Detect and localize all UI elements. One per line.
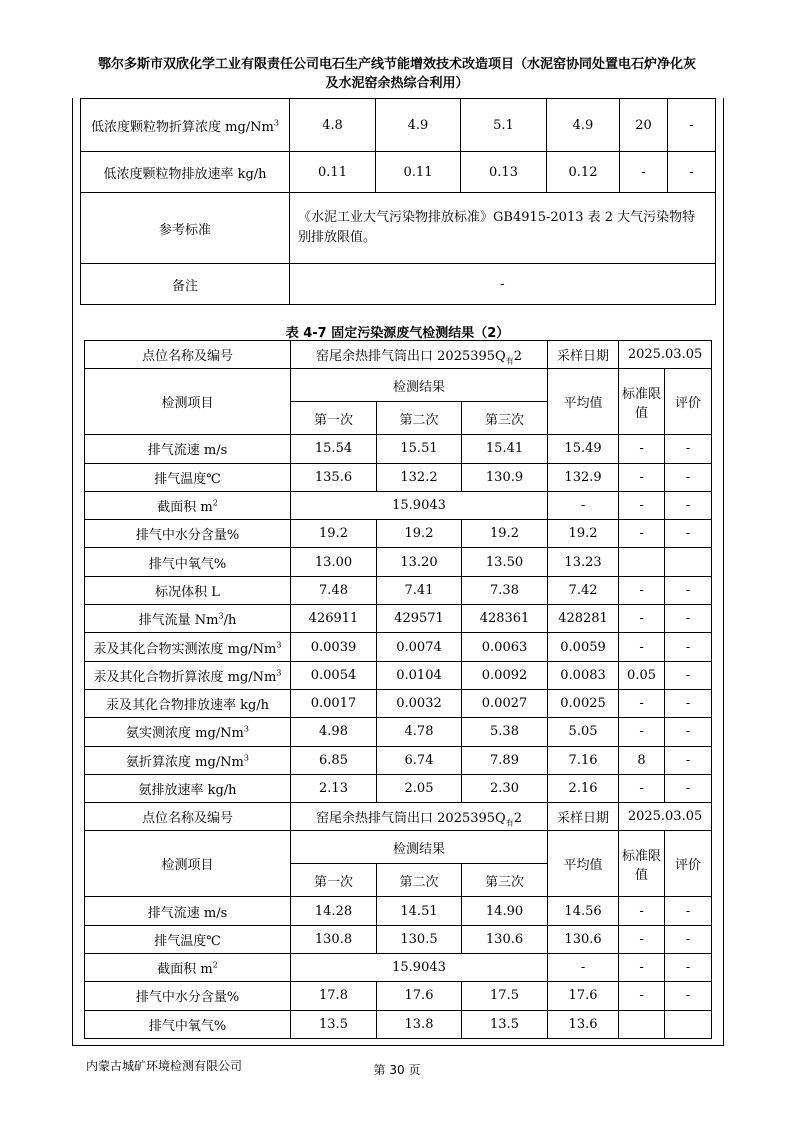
reference-label: 参考标准 [81,193,290,264]
eval-cell: - [665,661,712,689]
value-cell: 15.41 [462,435,548,463]
eval-cell [665,548,712,576]
value-cell: 130.8 [291,925,377,953]
run-header: 第三次 [462,864,548,897]
note-row [81,264,716,305]
avg-cell: 14.56 [548,897,619,925]
limit-cell: 8 [619,746,665,774]
item-label-text: 排气流量 Nm [138,613,219,629]
item-label-text: 低浓度颗粒物排放速率 kg/h [103,166,267,182]
value-cell: 14.90 [462,897,548,925]
avg-cell: - [548,491,619,519]
eval-cell: - [665,897,712,925]
reference-text: 《水泥工业大气污染物排放标准》GB4915-2013 表 2 大气污染物特别排放限值。 [290,193,716,264]
avg-cell: 0.0025 [548,689,619,717]
item-label [81,99,290,152]
run-header: 第三次 [462,402,548,435]
avg-cell: 428281 [548,605,619,633]
limit-cell: - [619,576,665,604]
point-row [85,803,712,831]
header-row [85,369,712,402]
value-cell: 428361 [462,605,548,633]
avg-cell: 0.0083 [548,661,619,689]
table-row [85,1010,712,1038]
eval-cell: - [665,605,712,633]
avg-cell: 7.16 [548,746,619,774]
value-cell: 17.5 [462,982,548,1010]
item-label-text: 排气温度℃ [154,471,221,487]
limit-cell: - [619,633,665,661]
note-value: - [290,264,716,305]
avg-cell: 2.16 [548,774,619,802]
table-row [81,99,716,152]
value-cell: 426911 [291,605,377,633]
eval-cell: - [665,954,712,982]
page-number: 第 30 页 [373,1063,421,1077]
value-cell: 13.50 [462,548,548,576]
table-row [85,689,712,717]
eval-cell: - [665,576,712,604]
item-label [85,548,291,576]
value-cell: 2.05 [377,774,462,802]
table-row [85,633,712,661]
avg-cell: 15.49 [548,435,619,463]
header-line-1: 鄂尔多斯市双欣化学工业有限责任公司电石生产线节能增效技术改造项目（水泥窑协同处置电石炉净化灰 [97,57,696,72]
avg-cell: 132.9 [548,463,619,491]
result-header: 检测结果 [291,831,548,864]
value-cell: 0.0039 [291,633,377,661]
value-cell: 6.85 [291,746,377,774]
value-cell: 13.5 [462,1010,548,1038]
limit-header: 标准限值 [619,831,665,897]
table-row [85,435,712,463]
value-cell: 7.41 [377,576,462,604]
value-cell: 0.0027 [462,689,548,717]
run-header: 第二次 [377,402,462,435]
run-header: 第一次 [291,864,377,897]
item-label [85,954,291,982]
value-cell: 4.78 [377,718,462,746]
document-header [40,55,754,93]
value-cell: 0.0092 [462,661,548,689]
merged-value-cell: 15.9043 [291,954,548,982]
table-row [85,746,712,774]
run-header: 第一次 [291,402,377,435]
item-label-text: 汞及其化合物实测浓度 mg/Nm [93,641,277,657]
eval-cell: - [665,982,712,1010]
avg-cell: - [548,954,619,982]
value-cell: 14.28 [291,897,377,925]
item-label [85,774,291,802]
item-label [85,718,291,746]
value-cell: 14.51 [377,897,462,925]
value-cell: 132.2 [377,463,462,491]
avg-cell: 19.2 [548,520,619,548]
point-value-text: 窑尾余热排气筒出口 2025395Q [316,349,506,365]
item-label-text: 氨折算浓度 mg/Nm [126,754,244,770]
item-label [85,1010,291,1038]
eval-header: 评价 [665,369,712,435]
item-label-text: 排气中氧气% [148,556,227,572]
table-row [85,520,712,548]
item-label [85,633,291,661]
date-label: 采样日期 [548,341,619,369]
table-row [85,661,712,689]
value-cell: 0.11 [376,152,461,193]
value-cell: 0.0054 [291,661,377,689]
exhaust-gas-results-table [84,340,712,1039]
item-label [85,520,291,548]
value-cell: 13.5 [291,1010,377,1038]
limit-cell [619,548,665,576]
limit-cell: - [619,897,665,925]
eval-cell: - [665,746,712,774]
point-value [291,803,548,831]
item-label [85,746,291,774]
note-label: 备注 [81,264,290,305]
item-label [85,689,291,717]
item-label-text: 氨实测浓度 mg/Nm [126,726,244,742]
value-cell: 130.6 [462,925,548,953]
value-cell: 19.2 [462,520,548,548]
unit-superscript: 2 [212,498,218,508]
item-label-text: 截面积 m [157,500,213,516]
footer-company: 内蒙古城矿环境检测有限公司 [86,1059,243,1073]
eval-cell: - [665,463,712,491]
item-label-text: 排气中水分含量% [135,990,240,1006]
item-label-text: 低浓度颗粒物折算浓度 mg/Nm [91,119,274,135]
table-row [85,982,712,1010]
unit-suffix: /h [223,613,237,629]
item-label-text: 氨排放速率 kg/h [138,783,237,798]
unit-superscript: 3 [273,118,279,128]
limit-cell: - [619,491,665,519]
limit-cell: - [619,463,665,491]
eval-cell: - [665,718,712,746]
item-label [85,982,291,1010]
value-cell: 0.11 [290,152,376,193]
date-label: 采样日期 [548,803,619,831]
value-cell: 2.30 [462,774,548,802]
limit-cell: - [619,689,665,717]
table-row [85,954,712,982]
date-value: 2025.03.05 [619,341,712,369]
avg-cell: 0.0059 [548,633,619,661]
table-row [85,774,712,802]
point-subscript: 有 [505,356,514,366]
value-cell: 5.1 [461,99,547,152]
merged-value-cell: 15.9043 [291,491,548,519]
item-label [81,152,290,193]
eval-cell [665,1010,712,1038]
value-cell: 5.38 [462,718,548,746]
item-label [85,576,291,604]
value-cell: 15.51 [377,435,462,463]
table-title: 表 4-7 固定污染源废气检测结果（2） [285,326,510,341]
item-label-text: 排气流速 m/s [147,443,228,459]
avg-cell: 130.6 [548,925,619,953]
limit-cell: - [619,605,665,633]
eval-header: 评价 [665,831,712,897]
value-cell: 6.74 [377,746,462,774]
item-label-text: 汞及其化合物折算浓度 mg/Nm [93,669,277,685]
eval-cell: - [665,774,712,802]
unit-superscript: 3 [276,640,282,650]
value-cell: 20 [620,99,668,152]
reference-standard-row [81,193,716,264]
limit-cell: - [619,925,665,953]
avg-cell: 5.05 [548,718,619,746]
point-suffix: 2 [513,811,522,827]
eval-cell: - [665,925,712,953]
table-row [85,605,712,633]
point-value [291,341,548,369]
result-header: 检测结果 [291,369,548,402]
item-label-text: 汞及其化合物排放速率 kg/h [105,698,270,714]
table-continued [80,98,716,305]
point-label: 点位名称及编号 [85,803,291,831]
avg-header: 平均值 [548,369,619,435]
item-label [85,897,291,925]
item-label-text: 排气中氧气% [148,1018,227,1034]
table-row [85,463,712,491]
value-cell: 0.12 [547,152,620,193]
value-cell: 13.20 [377,548,462,576]
value-cell: 135.6 [291,463,377,491]
value-cell: 4.98 [291,718,377,746]
eval-cell: - [665,491,712,519]
limit-cell: - [619,718,665,746]
table-row [81,152,716,193]
item-label [85,463,291,491]
item-label-text: 排气中水分含量% [135,528,240,544]
limit-cell: - [619,435,665,463]
value-cell: 0.13 [461,152,547,193]
table-row [85,718,712,746]
value-cell: 17.6 [377,982,462,1010]
value-cell: 0.0063 [462,633,548,661]
value-cell: - [668,152,716,193]
date-value: 2025.03.05 [619,803,712,831]
value-cell: 15.54 [291,435,377,463]
table-row [85,897,712,925]
table-row [85,576,712,604]
value-cell: 13.00 [291,548,377,576]
limit-header: 标准限值 [619,369,665,435]
value-cell: 0.0074 [377,633,462,661]
value-cell: 7.48 [291,576,377,604]
eval-cell: - [665,435,712,463]
value-cell: 7.89 [462,746,548,774]
point-label: 点位名称及编号 [85,341,291,369]
value-cell: 0.0104 [377,661,462,689]
point-suffix: 2 [513,349,522,365]
value-cell: 7.38 [462,576,548,604]
limit-cell: 0.05 [619,661,665,689]
unit-superscript: 3 [243,753,249,763]
item-label-text: 排气流速 m/s [147,905,228,921]
table-row [85,925,712,953]
item-label-text: 截面积 m [157,962,213,978]
value-cell: - [668,99,716,152]
item-label [85,661,291,689]
item-label [85,491,291,519]
header-row [85,831,712,864]
eval-cell: - [665,633,712,661]
eval-cell: - [665,520,712,548]
value-cell: 4.8 [290,99,376,152]
item-label-text: 标况体积 L [155,584,220,600]
item-label [85,605,291,633]
point-row [85,341,712,369]
value-cell: 4.9 [376,99,461,152]
value-cell: 13.8 [377,1010,462,1038]
avg-cell: 17.6 [548,982,619,1010]
value-cell: 19.2 [377,520,462,548]
item-header: 检测项目 [85,831,291,897]
limit-cell: - [619,982,665,1010]
point-value-text: 窑尾余热排气筒出口 2025395Q [316,811,506,827]
value-cell: 130.9 [462,463,548,491]
value-cell: 17.8 [291,982,377,1010]
limit-cell: - [619,520,665,548]
point-subscript: 有 [505,818,514,828]
limit-cell: - [619,774,665,802]
run-header: 第二次 [377,864,462,897]
table-row [85,491,712,519]
unit-superscript: 2 [212,960,218,970]
avg-cell: 13.23 [548,548,619,576]
table-row [85,548,712,576]
eval-cell: - [665,689,712,717]
item-label [85,435,291,463]
value-cell: - [620,152,668,193]
avg-header: 平均值 [548,831,619,897]
avg-cell: 13.6 [548,1010,619,1038]
item-header: 检测项目 [85,369,291,435]
value-cell: 0.0017 [291,689,377,717]
unit-superscript: 3 [218,611,224,621]
value-cell: 0.0032 [377,689,462,717]
value-cell: 19.2 [291,520,377,548]
limit-cell: - [619,954,665,982]
item-label [85,925,291,953]
header-line-2: 及水泥窑余热综合利用） [325,76,469,91]
item-label-text: 排气温度℃ [154,933,221,949]
value-cell: 2.13 [291,774,377,802]
value-cell: 4.9 [547,99,620,152]
avg-cell: 7.42 [548,576,619,604]
unit-superscript: 3 [276,668,282,678]
limit-cell [619,1010,665,1038]
value-cell: 429571 [377,605,462,633]
value-cell: 130.5 [377,925,462,953]
unit-superscript: 3 [243,725,249,735]
